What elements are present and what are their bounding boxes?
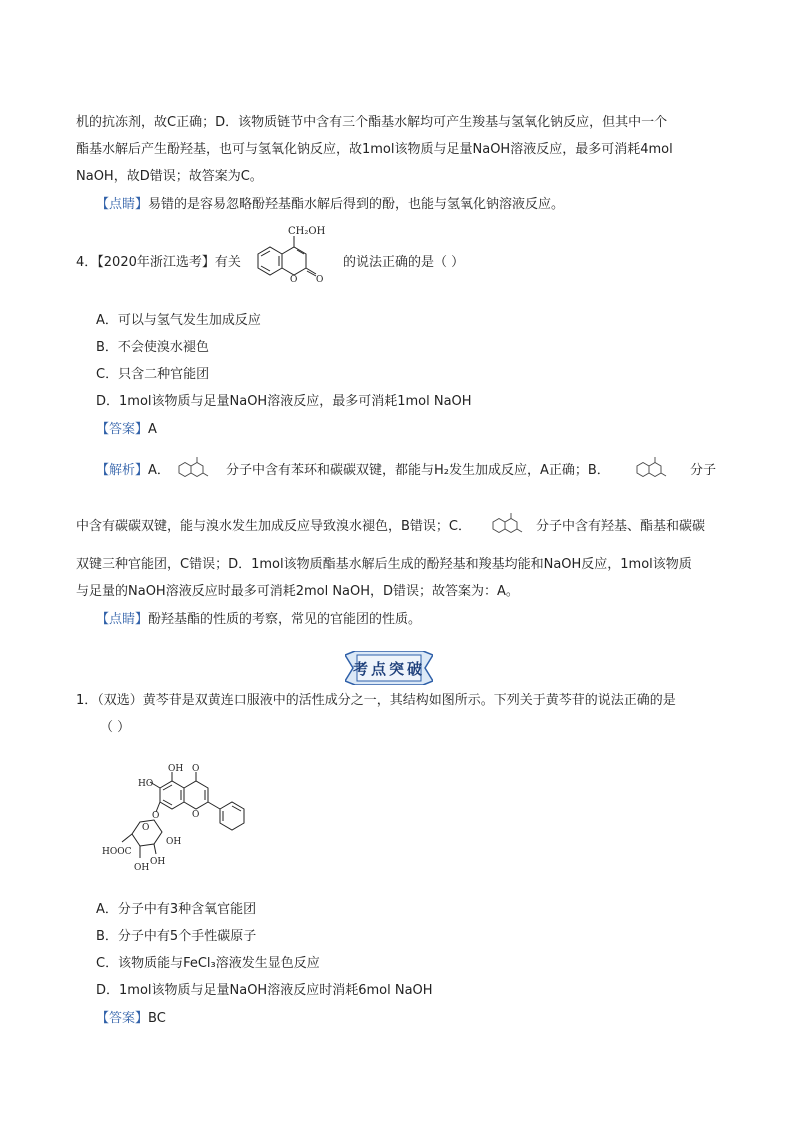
o-label-2: O bbox=[192, 810, 200, 820]
analysis-line-4: 与足量的NaOH溶液反应时最多可消耗2mol NaOH，D错误；故答案为：A。 bbox=[76, 584, 519, 599]
coumarin-structure-large bbox=[248, 226, 344, 306]
oh-label-2: OH bbox=[166, 837, 182, 847]
q1-stem-line-1: 1．（双选）黄芩苷是双黄连口服液中的活性成分之一，其结构如图所示。下列关于黄芩苷的说法正确的是 bbox=[76, 693, 676, 708]
analysis-line-1 bbox=[96, 462, 170, 480]
q4-option-b: B．不会使溴水褪色 bbox=[96, 340, 209, 355]
analysis-line-1-end: 分子 bbox=[690, 463, 717, 478]
ch2oh-label: CH₂OH bbox=[288, 226, 326, 237]
hooc-label: HOOC bbox=[102, 847, 132, 857]
section-banner bbox=[345, 651, 433, 685]
q1-option-d: D．1mol该物质与足量NaOH溶液反应时消耗6mol NaOH bbox=[96, 983, 433, 998]
answer-tag: 【答案】 bbox=[96, 422, 149, 437]
o-label-4: O bbox=[142, 823, 150, 833]
tip-2 bbox=[96, 611, 421, 629]
analysis-a-label: A． bbox=[148, 463, 170, 478]
tip-tag: 【点睛】 bbox=[96, 612, 149, 627]
answer-value: BC bbox=[148, 1011, 166, 1026]
coumarin-structure-small-3 bbox=[488, 508, 536, 548]
analysis-tag: 【解析】 bbox=[96, 463, 149, 478]
q4-stem-prefix: 4．【2020年浙江选考】有关 bbox=[76, 255, 241, 270]
para-line-2: 酯基水解后产生酚羟基，也可与氢氧化钠反应，故1mol该物质与足量NaOH溶液反应，最多可消耗4mol bbox=[76, 142, 673, 157]
analysis-line-2-end: 分子中含有羟基、酯基和碳碳 bbox=[536, 519, 706, 534]
q4-stem-suffix: 的说法正确的是（ ） bbox=[343, 255, 465, 270]
svg-text:O: O bbox=[316, 275, 324, 285]
answer-value: A bbox=[148, 422, 157, 437]
q1-option-b: B．分子中有5个手性碳原子 bbox=[96, 929, 257, 944]
ho-label: HO bbox=[138, 779, 154, 789]
oh-label-1: OH bbox=[168, 764, 184, 774]
q1-option-c: C．该物质能与FeCl₃溶液发生显色反应 bbox=[96, 956, 320, 971]
svg-text:O: O bbox=[290, 275, 298, 285]
tip-tag: 【点睛】 bbox=[96, 197, 149, 212]
answer-tag: 【答案】 bbox=[96, 1011, 149, 1026]
q1-stem-line-2: （ ） bbox=[100, 720, 131, 735]
q1-answer bbox=[96, 1010, 166, 1028]
o-label-3: O bbox=[152, 811, 160, 821]
tip-text: 酚羟基酯的性质的考察，常见的官能团的性质。 bbox=[148, 612, 422, 627]
coumarin-structure-small-2 bbox=[632, 452, 680, 492]
tip-text: 易错的是容易忽略酚羟基酯水解后得到的酚，也能与氢氧化钠溶液反应。 bbox=[148, 197, 565, 212]
q4-option-d: D．1mol该物质与足量NaOH溶液反应，最多可消耗1mol NaOH bbox=[96, 394, 472, 409]
analysis-line-3: 双键三种官能团，C错误；D．1mol该物质酯基水解后生成的酚羟基和羧基均能和NaOH反应，1mol该物质 bbox=[76, 557, 692, 572]
baicalin-structure bbox=[100, 764, 266, 882]
analysis-line-2: 中含有碳碳双键，能与溴水发生加成反应导致溴水褪色，B错误；C． bbox=[76, 519, 471, 534]
oh-label-3: OH bbox=[150, 857, 166, 867]
para-line-3: NaOH，故D错误；故答案为C。 bbox=[76, 169, 263, 184]
q1-option-a: A．分子中有3种含氧官能团 bbox=[96, 902, 257, 917]
analysis-line-1-text: 分子中含有苯环和碳碳双键，都能与H₂发生加成反应，A正确；B． bbox=[226, 463, 610, 478]
oh-label-4: OH bbox=[134, 863, 150, 873]
section-title: 考点突破 bbox=[352, 660, 425, 678]
tip-1 bbox=[96, 196, 564, 214]
o-label-1: O bbox=[192, 764, 200, 774]
para-line-1: 机的抗冻剂，故C正确；D．该物质链节中含有三个酯基水解均可产生羧基与氢氧化钠反应，但其中一个 bbox=[76, 115, 668, 130]
q4-option-c: C．只含二种官能团 bbox=[96, 367, 210, 382]
q4-answer bbox=[96, 421, 157, 439]
coumarin-structure-small-1 bbox=[174, 452, 222, 492]
q4-option-a: A．可以与氢气发生加成反应 bbox=[96, 313, 261, 328]
